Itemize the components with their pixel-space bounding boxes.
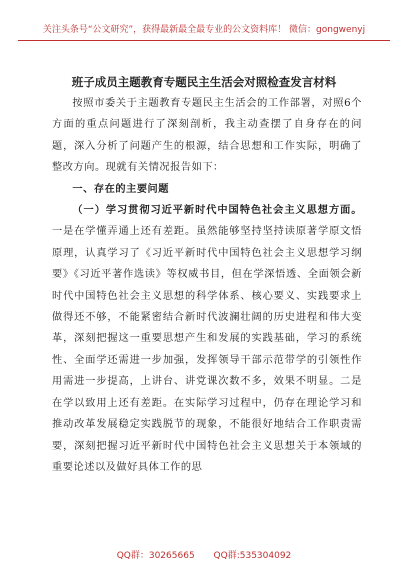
footer <box>0 548 408 561</box>
document-title: 班子成员主题教育专题民主生活会对照检查发言材料 <box>71 75 337 89</box>
promo-header: 关注头条号“公文研究”，获得最新最全最专业的公文资料库！ 微信：gongwenyj <box>42 25 366 35</box>
subsection-paragraph <box>52 200 362 478</box>
intro-paragraph: 按照市委关于主题教育专题民主生活会的工作部署，对照6个方面的重点问题进行了深刻剖析，我主动查摆了自身存在的问题，深入分析了问题产生的根源，结合思想和工作实际，明确了整改方向。现就有关情况报告如下： <box>52 98 362 174</box>
subsection-body: 一是在学懂弄通上还有差距。虽然能够坚持坚持读原著学原文悟原理，认真学习了《习近平新时代中国特色社会主义思想学习纲要》《习近平著作选读》等权威书目，但在学深悟透、全面领会新时代中国特色社会主义思想的科学体系、核心要义、实践要求上做得还不够，不能紧密结合新时代波澜壮阔的历史进程和伟大变革，深刻把握这一重要思想产生和发展的实践基础，学习的系统性、全面学还需进一步加强，发挥领导干部示范带学的引领性作用需进一步提高，上讲台、讲党课次数不多，效果不明显。二是在学以致用上还有差距。在实际学习过程中，仍存在理论学习和推动改革发展稳定实践脱节的现象，不能很好地结合工作职责需要，深刻把握习近平新时代中国特色社会主义思想关于本领域的重要论述以及做好具体工作的思 <box>52 226 362 473</box>
footer-qq-group-2: QQ群:535304092 <box>213 551 292 561</box>
section-heading: 一、存在的主要问题 <box>72 182 170 195</box>
document-body <box>52 93 362 478</box>
header-divider <box>18 40 390 41</box>
subsection-heading: （一）学习贯彻习近平新时代中国特色社会主义思想方面。 <box>72 204 362 217</box>
footer-qq-group-1: QQ群：30265665 <box>116 551 195 561</box>
